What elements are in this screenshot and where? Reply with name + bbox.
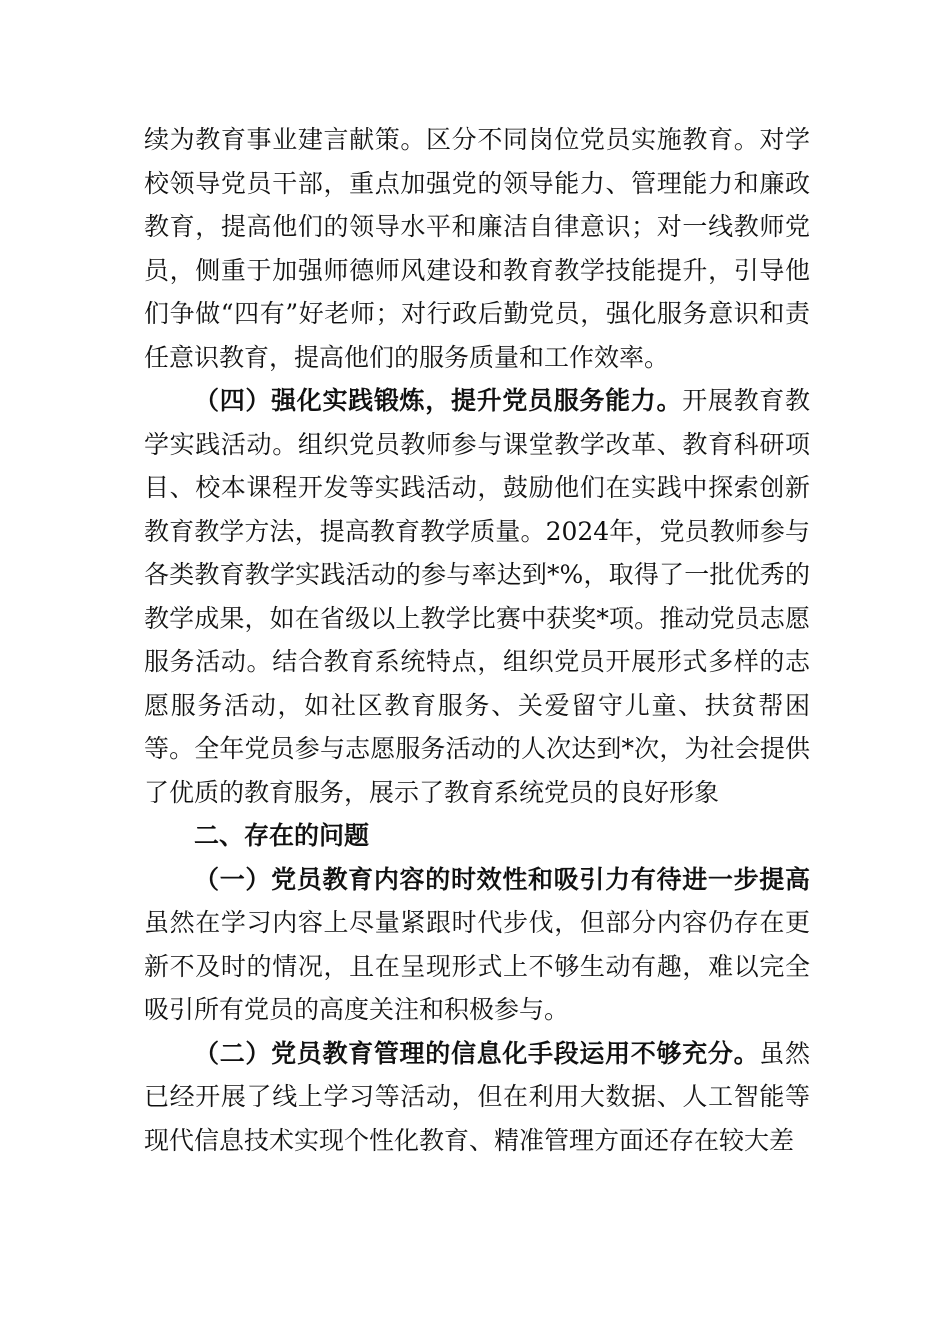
problem-2-body: 虽然已经开展了线上学习等活动，但在利用大数据、人工智能等现代信息技术实现个性化教育、精准管理方面还存在较大差 — [144, 1038, 810, 1155]
problem-1-heading: （一）党员教育内容的时效性和吸引力有待进一步提高 — [194, 864, 810, 894]
section-4-body: 开展教育教学实践活动。组织党员教师参与课堂教学改革、教育科研项目、校本课程开发等实践活动，鼓励他们在实践中探索创新教育教学方法，提高教育教学质量。2024年，党员教师参与各类教育教学实践活动的参与率达到*%，取得了一批优秀的教学成果，如在省级以上教学比赛中获奖*项。推动党员志愿服务活动。结合教育系统特点，组织党员开展形式多样的志愿服务活动，如社区教育服务、关爱留守儿童、扶贫帮困等。全年党员参与志愿服务活动的人次达到*次，为社会提供了优质的教育服务，展示了教育系统党员的良好形象 — [144, 386, 810, 807]
problem-2-heading: （二）党员教育管理的信息化手段运用不够充分。 — [194, 1038, 760, 1068]
paragraph-continuation: 续为教育事业建言献策。区分不同岗位党员实施教育。对学校领导党员干部，重点加强党的领导能力、管理能力和廉政教育，提高他们的领导水平和廉洁自律意识；对一线教师党员，侧重于加强师德师风建设和教育教学技能提升，引导他们争做“四有”好老师；对行政后勤党员，强化服务意识和责任意识教育，提高他们的服务质量和工作效率。 — [144, 125, 810, 372]
paragraph-problem-1 — [144, 858, 810, 1032]
paragraph-section-4 — [144, 379, 810, 814]
heading-existing-problems: 二、存在的问题 — [194, 821, 370, 850]
document-body — [144, 118, 810, 1162]
problem-1-body: 虽然在学习内容上尽量紧跟时代步伐，但部分内容仍存在更新不及时的情况，且在呈现形式上不够生动有趣，难以完全吸引所有党员的高度关注和积极参与。 — [144, 908, 810, 1024]
paragraph-problem-2 — [144, 1032, 810, 1163]
section-4-heading: （四）强化实践锻炼，提升党员服务能力。 — [194, 386, 683, 415]
